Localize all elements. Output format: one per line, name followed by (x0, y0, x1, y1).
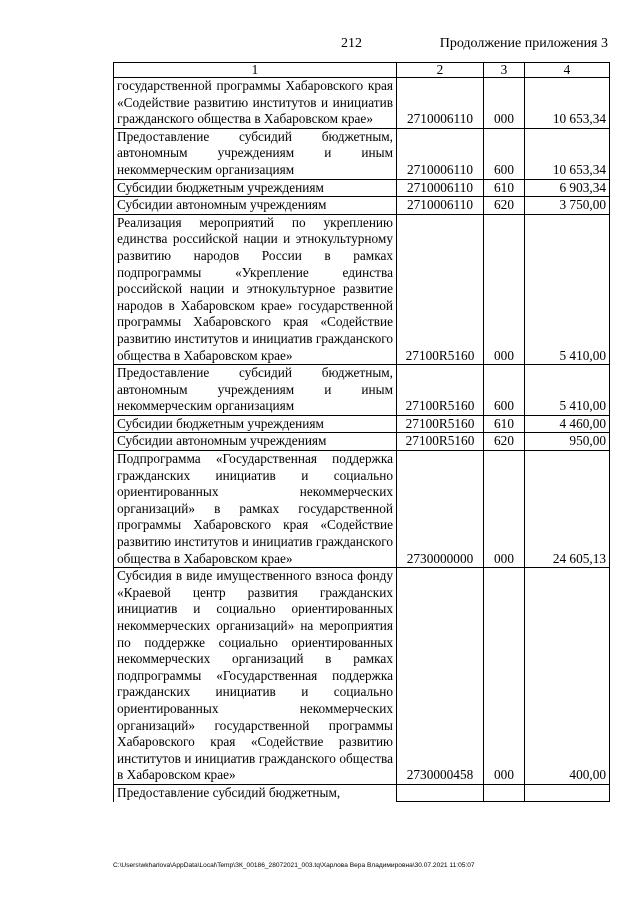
row-description: Субсидии бюджетным учреждениям (114, 415, 397, 433)
table-row (114, 568, 610, 785)
target-code: 2730000458 (397, 568, 484, 785)
table-row (114, 784, 610, 801)
column-header-row (114, 63, 610, 78)
target-code: 2710006110 (397, 78, 484, 129)
target-code: 2710006110 (397, 128, 484, 179)
table-row (114, 214, 610, 364)
table-row (114, 433, 610, 451)
expense-type: 000 (484, 451, 525, 568)
table-row (114, 78, 610, 129)
continuation-label: Продолжение приложения 3 (439, 36, 608, 51)
table-row (114, 179, 610, 197)
table-row (114, 197, 610, 215)
expense-type: 000 (484, 78, 525, 129)
target-code: 27100R5160 (397, 214, 484, 364)
amount: 3 750,00 (525, 197, 610, 215)
expense-type: 620 (484, 197, 525, 215)
expense-type (484, 784, 525, 801)
row-description: Предоставление субсидий бюджетным, (114, 784, 397, 801)
row-description: Подпрограмма «Государственная поддержка гражданских инициатив и социально ориентированных некоммерческих организаций» в рамках государственной программы Хабаровского края «Содействие развитию институтов и инициатив гражданского общества в Хабаровском крае» (114, 451, 397, 568)
file-path-footer: C:\Users\wkharlova\AppData\Local\Temp\ЗК_00186_28072021_003.tq\Харлова Вера Владимировна\30.07.2021 11:05:07 (113, 862, 475, 869)
target-code: 2730000000 (397, 451, 484, 568)
target-code: 27100R5160 (397, 433, 484, 451)
row-description: Субсидии автономным учреждениям (114, 197, 397, 215)
target-code: 2710006110 (397, 197, 484, 215)
amount (525, 784, 610, 801)
expense-type: 000 (484, 214, 525, 364)
expense-type: 600 (484, 128, 525, 179)
table-row (114, 451, 610, 568)
amount: 4 460,00 (525, 415, 610, 433)
row-description: Предоставление субсидий бюджетным, автономным учреждениям и иным некоммерческим организациям (114, 365, 397, 416)
row-description: Предоставление субсидий бюджетным, автономным учреждениям и иным некоммерческим организациям (114, 128, 397, 179)
table-row (114, 415, 610, 433)
row-description: Субсидии автономным учреждениям (114, 433, 397, 451)
column-header: 4 (525, 63, 610, 78)
amount: 10 653,34 (525, 78, 610, 129)
row-description: Субсидии бюджетным учреждениям (114, 179, 397, 197)
expense-type: 610 (484, 415, 525, 433)
expense-type: 000 (484, 568, 525, 785)
row-description: Субсидия в виде имущественного взноса фонду «Краевой центр развития гражданских инициатив и социально ориентированных некоммерческих организаций» на мероприятия по поддержке социально ориентированных некоммерческих организаций в рамках подпрограммы «Государственная поддержка гражданских инициатив и социально ориентированных некоммерческих организаций» государственной программы Хабаровского края «Содействие развитию институтов и инициатив гражданского общества в Хабаровском крае» (114, 568, 397, 785)
row-description: Реализация мероприятий по укреплению единства российской нации и этнокультурному развитию народов России в рамках подпрограммы «Укрепление единства российской нации и этнокультурное развитие народов в Хабаровском крае» государственной программы Хабаровского края «Содействие развитию институтов и инициатив гражданского общества в Хабаровском крае» (114, 214, 397, 364)
page-number: 212 (341, 36, 362, 51)
expense-type: 620 (484, 433, 525, 451)
column-header: 2 (397, 63, 484, 78)
column-header: 3 (484, 63, 525, 78)
table-row (114, 128, 610, 179)
row-description: государственной программы Хабаровского края «Содействие развитию институтов и инициатив гражданского общества в Хабаровском крае» (114, 78, 397, 129)
amount: 400,00 (525, 568, 610, 785)
amount: 24 605,13 (525, 451, 610, 568)
expense-type: 600 (484, 365, 525, 416)
target-code: 27100R5160 (397, 365, 484, 416)
column-header: 1 (114, 63, 397, 78)
amount: 5 410,00 (525, 365, 610, 416)
amount: 6 903,34 (525, 179, 610, 197)
target-code: 27100R5160 (397, 415, 484, 433)
target-code: 2710006110 (397, 179, 484, 197)
amount: 5 410,00 (525, 214, 610, 364)
expense-type: 610 (484, 179, 525, 197)
budget-table (113, 62, 610, 802)
table-row (114, 365, 610, 416)
amount: 950,00 (525, 433, 610, 451)
target-code (397, 784, 484, 801)
amount: 10 653,34 (525, 128, 610, 179)
